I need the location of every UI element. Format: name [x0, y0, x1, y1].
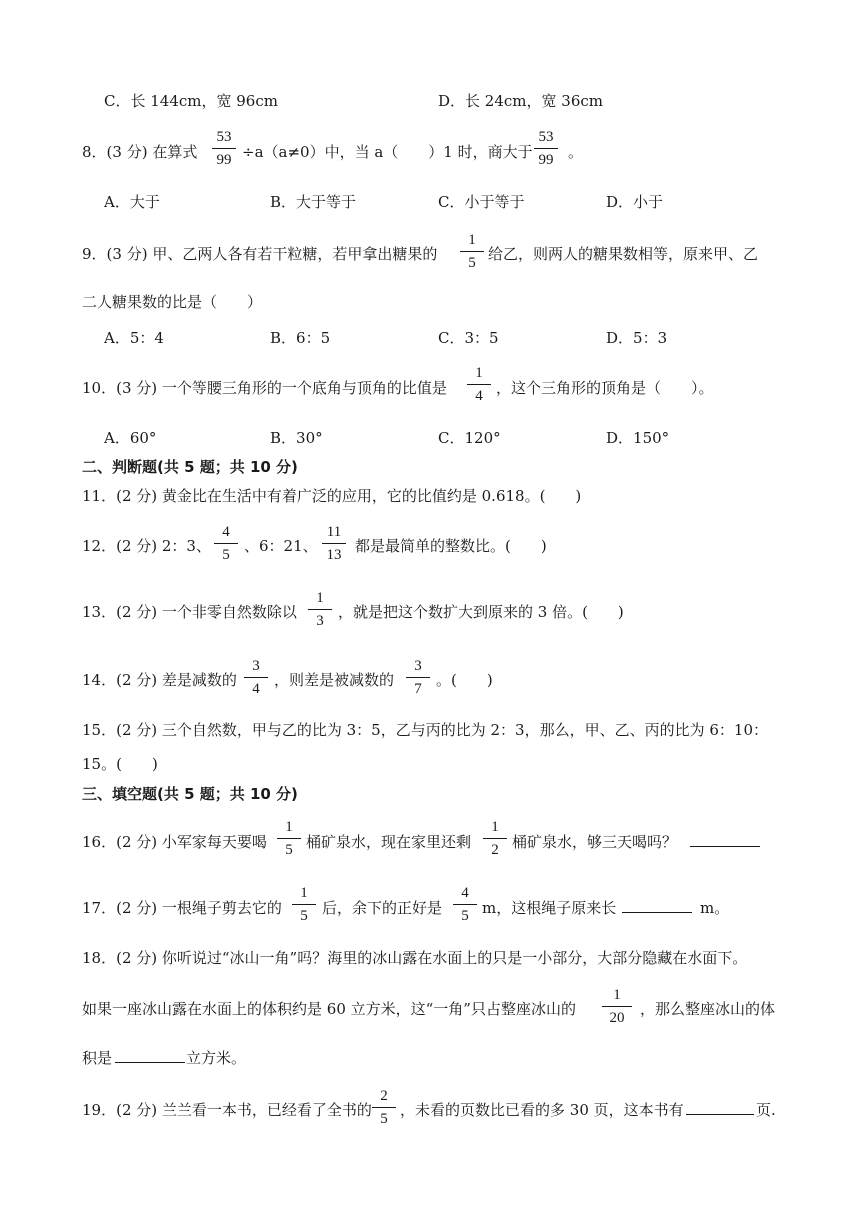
q8-mid: ÷a（a≠0）中，当 a（ ）1 时，商大于	[242, 143, 533, 161]
q8-option-c: C．小于等于	[438, 193, 525, 211]
q13-suffix: ，就是把这个数扩大到原来的 3 倍。( )	[338, 603, 624, 621]
q10-prefix: 10．(3 分) 一个等腰三角形的一个底角与顶角的比值是	[82, 379, 447, 397]
q10-option-b: B．30°	[270, 429, 323, 447]
q17-answer-blank[interactable]	[622, 912, 692, 913]
q16-answer-blank[interactable]	[690, 846, 760, 847]
q19-fraction: 2 5	[370, 1087, 398, 1128]
q12-mid: 、6：21、	[244, 537, 318, 555]
q14-prefix: 14．(2 分) 差是减数的	[82, 671, 237, 689]
q18-line3-suffix: 立方米。	[186, 1049, 247, 1067]
q9-prefix: 9．(3 分) 甲、乙两人各有若干粒糖，若甲拿出糖果的	[82, 245, 438, 263]
q16-prefix: 16．(2 分) 小军家每天要喝	[82, 833, 267, 851]
section-3-heading: 三、填空题(共 5 题；共 10 分)	[82, 785, 298, 803]
q17-fraction-1: 1 5	[290, 884, 318, 925]
q13-prefix: 13．(2 分) 一个非零自然数除以	[82, 603, 297, 621]
q14-mid: ，则差是被减数的	[274, 671, 395, 689]
q9-suffix: 给乙，则两人的糖果数相等，原来甲、乙	[488, 245, 759, 263]
q9-option-a: A．5：4	[104, 329, 164, 347]
q11-text: 11．(2 分) 黄金比在生活中有着广泛的应用，它的比值约是 0.618。( )	[82, 487, 582, 505]
q8-option-d: D．小于	[606, 193, 664, 211]
q19-mid: ，未看的页数比已看的多 30 页，这本书有	[400, 1101, 684, 1119]
q8-suffix: 。	[568, 143, 584, 161]
q12-fraction-1: 4 5	[212, 523, 240, 564]
q16-suffix: 桶矿泉水，够三天喝吗？	[512, 833, 678, 851]
q16-fraction-1: 1 5	[275, 818, 303, 859]
q17-fraction-2: 4 5	[451, 884, 479, 925]
q10-option-a: A．60°	[104, 429, 157, 447]
q12-prefix: 12．(2 分) 2：3、	[82, 537, 211, 555]
q9-fraction: 1 5	[458, 231, 486, 272]
q18-line2-suffix: ，那么整座冰山的体	[640, 1000, 776, 1018]
q18-line2-prefix: 如果一座冰山露在水面上的体积约是 60 立方米，这“一角”只占整座冰山的	[82, 1000, 576, 1018]
q9-option-b: B．6：5	[270, 329, 331, 347]
q17-mid: 后，余下的正好是	[322, 899, 443, 917]
q16-mid: 桶矿泉水，现在家里还剩	[306, 833, 472, 851]
q7-option-d: D．长 24cm，宽 36cm	[438, 92, 603, 110]
q9-option-c: C．3：5	[438, 329, 499, 347]
q8-fraction-1: 53 99	[210, 128, 238, 169]
q18-line1: 18．(2 分) 你听说过“冰山一角”吗？海里的冰山露在水面上的只是一小部分，大部分隐藏在水面下。	[82, 949, 748, 967]
q17-suffix: m。	[700, 899, 730, 917]
q8-option-a: A．大于	[104, 193, 160, 211]
q19-answer-blank[interactable]	[686, 1114, 754, 1115]
q14-suffix: 。( )	[436, 671, 493, 689]
q12-fraction-2: 11 13	[320, 523, 348, 564]
q12-suffix: 都是最简单的整数比。( )	[355, 537, 547, 555]
q15-line2: 15。( )	[82, 755, 158, 773]
q14-fraction-2: 3 7	[404, 657, 432, 698]
q17-prefix: 17．(2 分) 一根绳子剪去它的	[82, 899, 282, 917]
q13-fraction: 1 3	[306, 589, 334, 630]
q15-line1: 15．(2 分) 三个自然数，甲与乙的比为 3：5，乙与丙的比为 2：3，那么，甲、乙、丙的比为 6：10：	[82, 721, 768, 739]
q7-option-c: C．长 144cm，宽 96cm	[104, 92, 278, 110]
q10-fraction: 1 4	[465, 364, 493, 405]
q17-mid2: m，这根绳子原来长	[482, 899, 617, 917]
q8-fraction-2: 53 99	[532, 128, 560, 169]
q16-fraction-2: 1 2	[481, 818, 509, 859]
q10-suffix: ，这个三角形的顶角是（ ）。	[496, 379, 714, 397]
q8-prefix: 8．(3 分) 在算式	[82, 143, 198, 161]
q10-option-c: C．120°	[438, 429, 501, 447]
q9-option-d: D．5：3	[606, 329, 668, 347]
q14-fraction-1: 3 4	[242, 657, 270, 698]
section-2-heading: 二、判断题(共 5 题；共 10 分)	[82, 458, 298, 476]
q9-line2: 二人糖果数的比是（ ）	[82, 293, 263, 311]
q10-option-d: D．150°	[606, 429, 670, 447]
q19-suffix: 页.	[756, 1101, 776, 1119]
q18-fraction: 1 20	[600, 986, 634, 1027]
q18-line3-prefix: 积是	[82, 1049, 113, 1067]
q18-answer-blank[interactable]	[115, 1062, 185, 1063]
q19-prefix: 19．(2 分) 兰兰看一本书，已经看了全书的	[82, 1101, 372, 1119]
q8-option-b: B．大于等于	[270, 193, 357, 211]
